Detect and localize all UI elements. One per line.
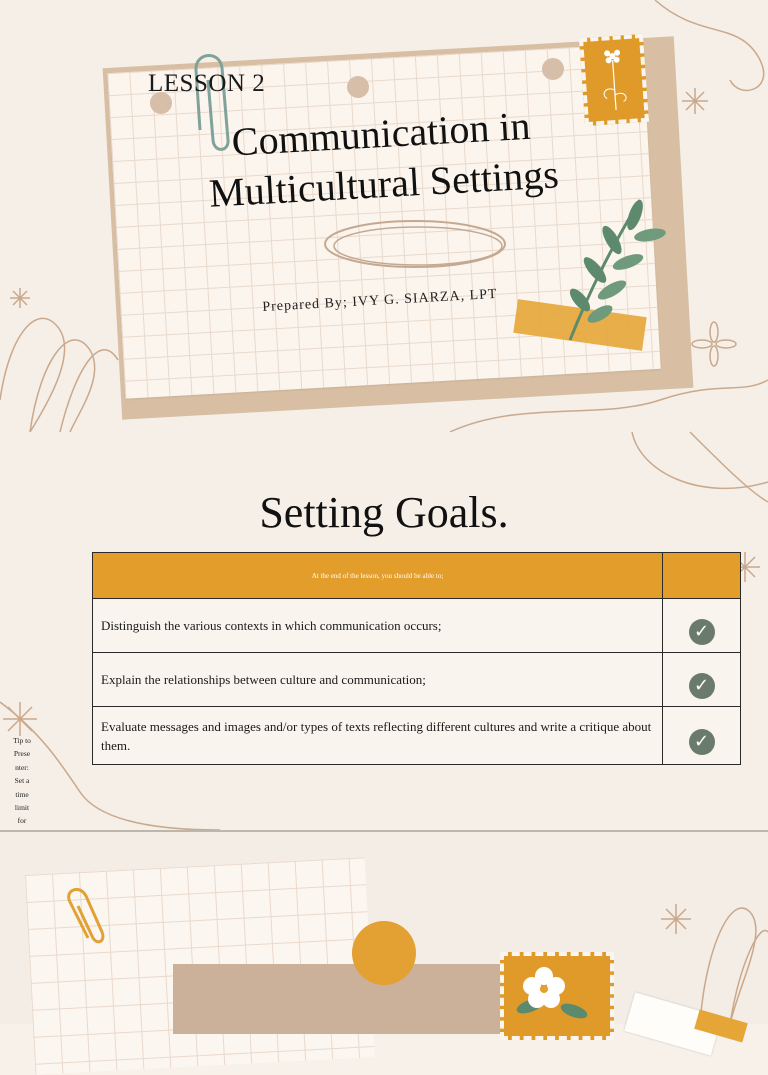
check-circle-icon: ✓ bbox=[689, 673, 715, 699]
white-flower-icon bbox=[504, 956, 610, 1036]
goal-text: Evaluate messages and images and/or types of texts reflecting different cultures and write a critique about them. bbox=[93, 707, 663, 765]
lesson-label: LESSON 2 bbox=[148, 70, 266, 97]
presenter-tip: Tip to Prese nter: Set a time limit for bbox=[13, 736, 31, 826]
goal-text: Explain the relationships between culture and communication; bbox=[93, 653, 663, 707]
table-row bbox=[93, 707, 741, 765]
title-slide bbox=[0, 0, 768, 432]
table-row bbox=[93, 599, 741, 653]
goals-table bbox=[92, 552, 741, 765]
postage-stamp bbox=[500, 952, 614, 1040]
goal-text: Distinguish the various contexts in which communication occurs; bbox=[93, 599, 663, 653]
paperclip-icon bbox=[0, 832, 768, 1024]
table-header: At the end of the lesson, you should be able to; bbox=[93, 553, 663, 599]
prepared-by: Prepared By; IVY G. SIARZA, LPT bbox=[262, 286, 498, 315]
table-header-row bbox=[93, 553, 741, 599]
table-header-blank bbox=[663, 553, 741, 599]
slide-title: Communication in Multicultural Settings bbox=[207, 102, 560, 216]
check-circle-icon: ✓ bbox=[689, 619, 715, 645]
leaf-branch-icon bbox=[0, 0, 768, 432]
table-row bbox=[93, 653, 741, 707]
check-circle-icon: ✓ bbox=[689, 729, 715, 755]
section-title: Setting Goals. bbox=[259, 488, 509, 537]
goals-slide bbox=[0, 432, 768, 830]
third-slide-preview bbox=[0, 832, 768, 1024]
